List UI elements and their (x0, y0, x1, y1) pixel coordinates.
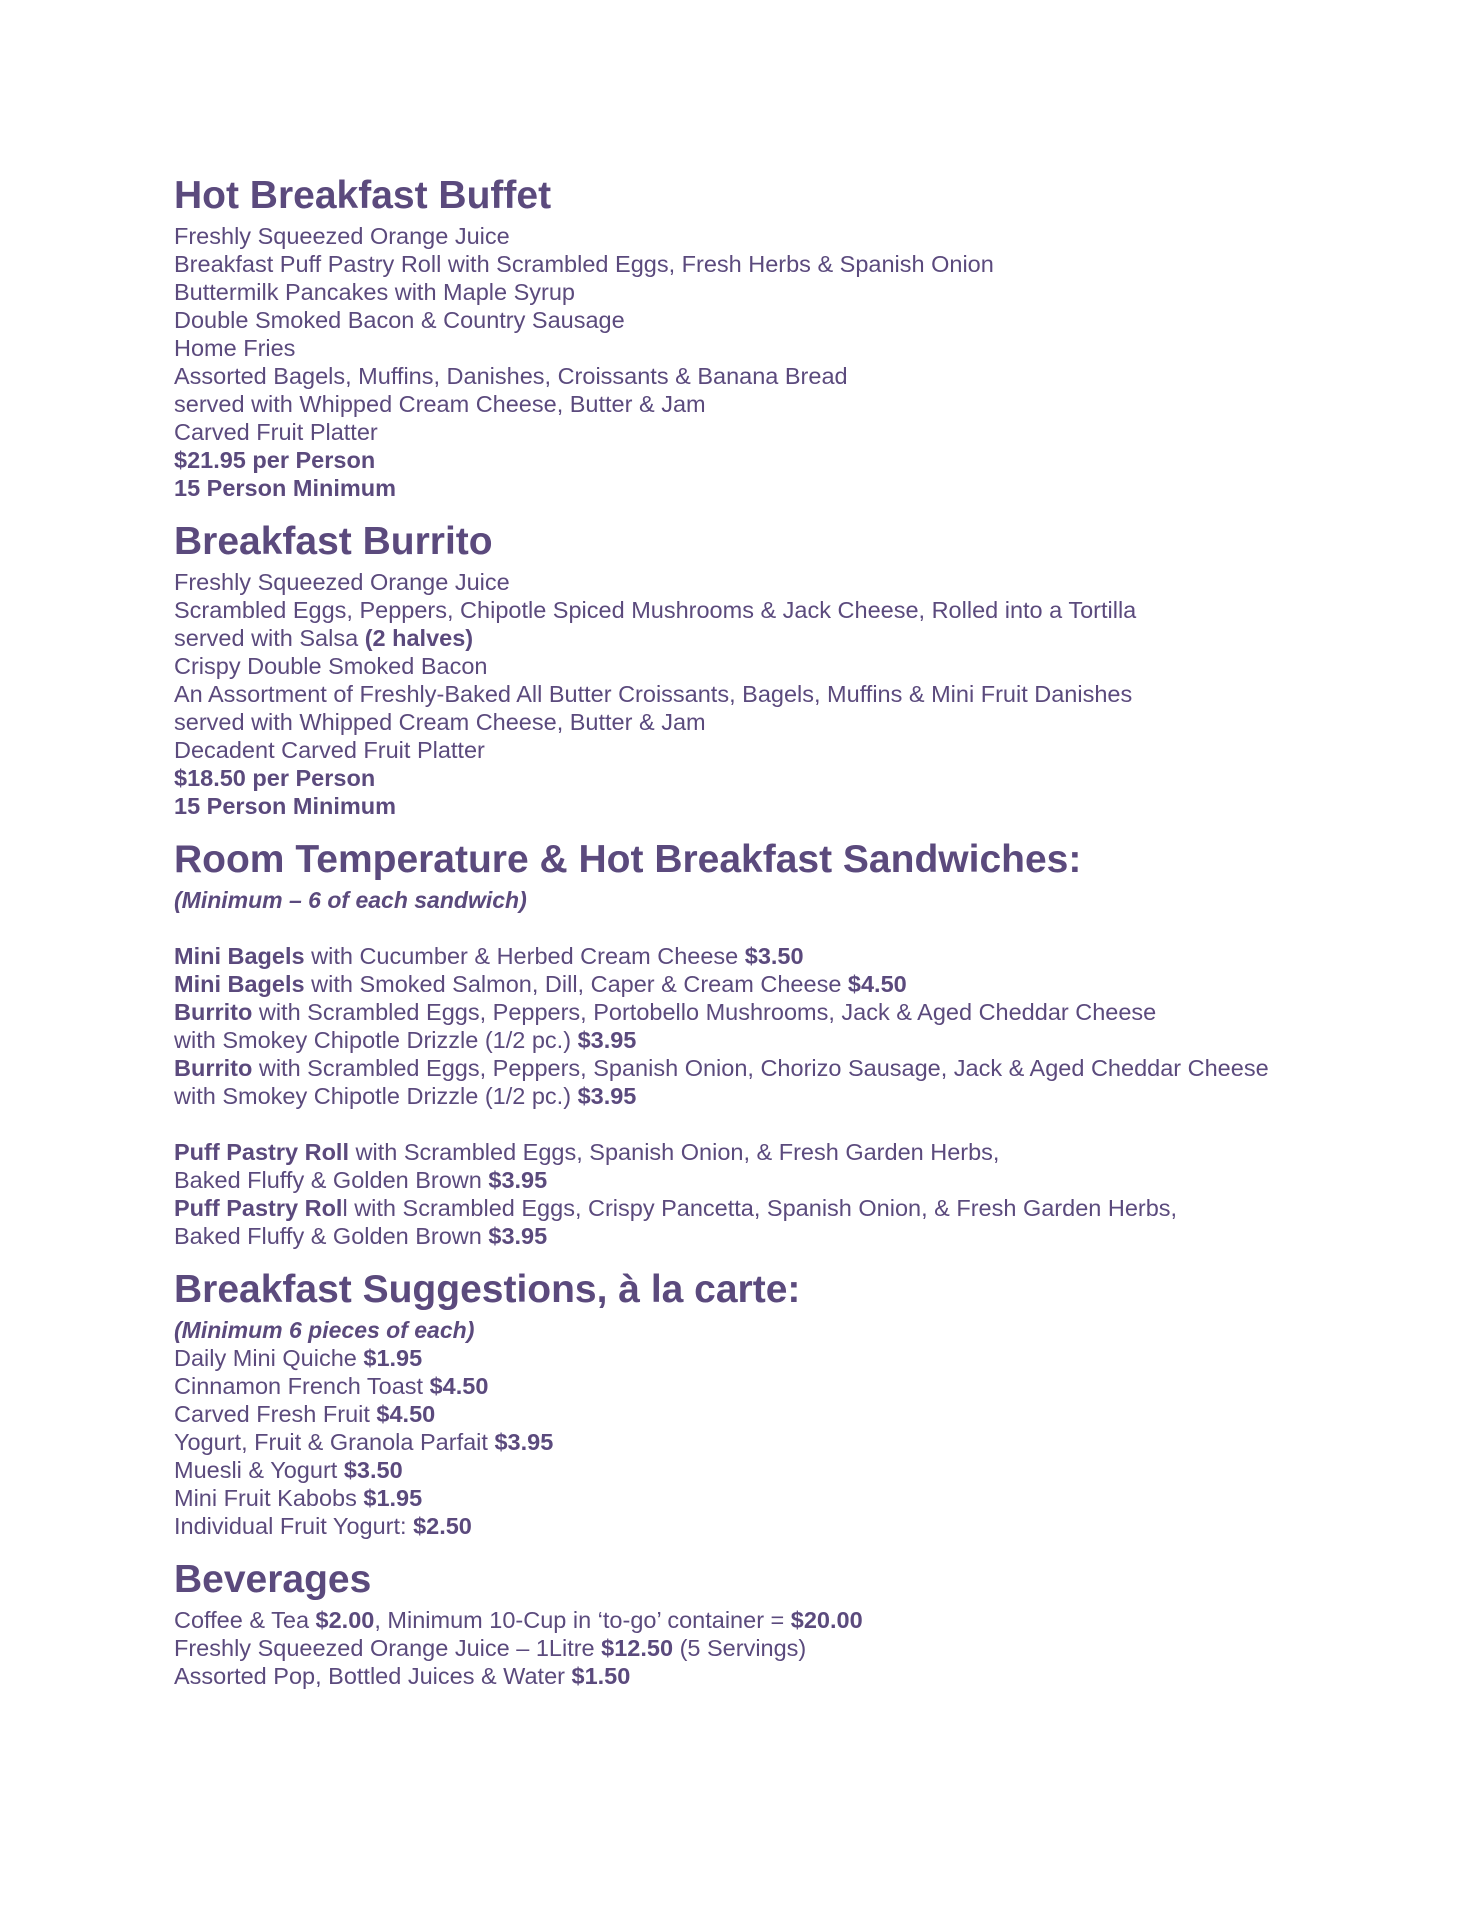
menu-item: Mini Fruit Kabobs $1.95 (174, 1485, 423, 1511)
menu-item: Burrito with Scrambled Eggs, Peppers, Portobello Mushrooms, Jack & Aged Cheddar Cheese (174, 999, 1157, 1025)
section-breakfast-burrito (174, 516, 1414, 820)
menu-item: Burrito with Scrambled Eggs, Peppers, Spanish Onion, Chorizo Sausage, Jack & Aged Cheddar Cheese (174, 1055, 1269, 1081)
menu-item: Freshly Squeezed Orange Juice (174, 223, 510, 249)
menu-item: Scrambled Eggs, Peppers, Chipotle Spiced Mushrooms & Jack Cheese, Rolled into a Tortilla (174, 597, 1137, 623)
menu-item: served with Whipped Cream Cheese, Butter & Jam (174, 709, 706, 735)
menu-item: Coffee & Tea $2.00, Minimum 10-Cup in ‘to-go’ container = $20.00 (174, 1607, 863, 1633)
menu-item: Carved Fruit Platter (174, 419, 378, 445)
menu-item: Cinnamon French Toast $4.50 (174, 1373, 489, 1399)
menu-item: Home Fries (174, 335, 296, 361)
section-breakfast-sandwiches (174, 834, 1414, 1250)
section-note: (Minimum – 6 of each sandwich) (174, 887, 527, 913)
menu-item: Mini Bagels with Cucumber & Herbed Cream Cheese $3.50 (174, 943, 804, 969)
menu-item: Double Smoked Bacon & Country Sausage (174, 307, 625, 333)
menu-item: Puff Pastry Roll with Scrambled Eggs, Crispy Pancetta, Spanish Onion, & Fresh Garden Herbs, (174, 1195, 1178, 1221)
menu-item: Assorted Pop, Bottled Juices & Water $1.50 (174, 1663, 631, 1689)
section-title: Beverages (174, 1558, 372, 1601)
menu-item: Carved Fresh Fruit $4.50 (174, 1401, 436, 1427)
menu-item: served with Salsa (2 halves) (174, 625, 474, 651)
minimum: 15 Person Minimum (174, 793, 396, 819)
section-breakfast-suggestions (174, 1264, 1414, 1540)
menu-page (174, 170, 1414, 1690)
menu-item: Puff Pastry Roll with Scrambled Eggs, Spanish Onion, & Fresh Garden Herbs, (174, 1139, 1000, 1165)
minimum: 15 Person Minimum (174, 475, 396, 501)
menu-item: Breakfast Puff Pastry Roll with Scrambled Eggs, Fresh Herbs & Spanish Onion (174, 251, 994, 277)
menu-item-cont: Baked Fluffy & Golden Brown $3.95 (174, 1167, 548, 1193)
menu-item: served with Whipped Cream Cheese, Butter & Jam (174, 391, 706, 417)
section-title: Hot Breakfast Buffet (174, 174, 552, 217)
section-beverages (174, 1554, 1414, 1690)
menu-item: Yogurt, Fruit & Granola Parfait $3.95 (174, 1429, 554, 1455)
menu-item: Crispy Double Smoked Bacon (174, 653, 488, 679)
menu-item: Muesli & Yogurt $3.50 (174, 1457, 403, 1483)
menu-item-cont: with Smokey Chipotle Drizzle (1/2 pc.) $3.95 (174, 1027, 637, 1053)
menu-item-cont: with Smokey Chipotle Drizzle (1/2 pc.) $3.95 (174, 1083, 637, 1109)
section-hot-breakfast-buffet (174, 170, 1414, 502)
menu-item: Daily Mini Quiche $1.95 (174, 1345, 423, 1371)
section-title: Breakfast Burrito (174, 520, 493, 563)
section-note: (Minimum 6 pieces of each) (174, 1317, 475, 1343)
section-title: Room Temperature & Hot Breakfast Sandwiches: (174, 838, 1082, 881)
menu-item: Buttermilk Pancakes with Maple Syrup (174, 279, 575, 305)
menu-item: Mini Bagels with Smoked Salmon, Dill, Caper & Cream Cheese $4.50 (174, 971, 907, 997)
menu-item-cont: Baked Fluffy & Golden Brown $3.95 (174, 1223, 548, 1249)
price: $21.95 per Person (174, 447, 376, 473)
menu-item: An Assortment of Freshly-Baked All Butter Croissants, Bagels, Muffins & Mini Fruit Danishes (174, 681, 1133, 707)
menu-item: Freshly Squeezed Orange Juice (174, 569, 510, 595)
section-title: Breakfast Suggestions, à la carte: (174, 1268, 801, 1311)
menu-item: Individual Fruit Yogurt: $2.50 (174, 1513, 472, 1539)
menu-item: Assorted Bagels, Muffins, Danishes, Croissants & Banana Bread (174, 363, 848, 389)
menu-item: Freshly Squeezed Orange Juice – 1Litre $12.50 (5 Servings) (174, 1635, 807, 1661)
price: $18.50 per Person (174, 765, 376, 791)
menu-item: Decadent Carved Fruit Platter (174, 737, 485, 763)
